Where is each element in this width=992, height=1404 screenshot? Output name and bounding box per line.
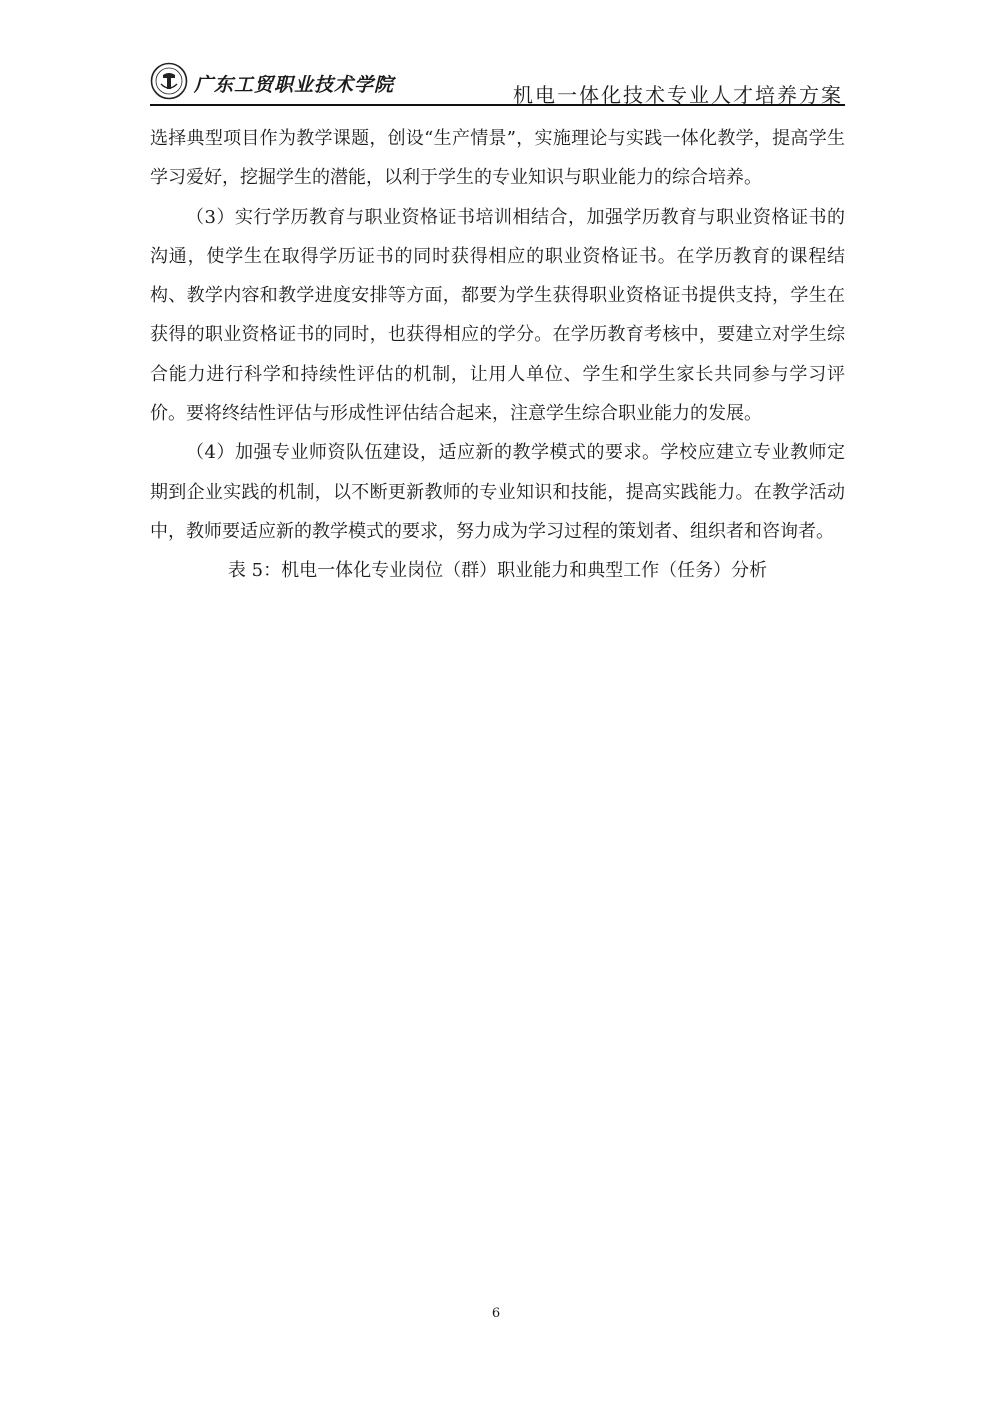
page-number: 6 bbox=[491, 1306, 501, 1321]
school-logo-icon bbox=[150, 62, 188, 100]
paragraph-continued: 选择典型项目作为教学课题，创设“生产情景”，实施理论与实践一体化教学，提高学生学习爱好，挖掘学生的潜能，以利于学生的专业知识与职业能力的综合培养。 bbox=[150, 128, 845, 189]
header-divider bbox=[150, 104, 845, 106]
page-header bbox=[150, 62, 845, 106]
document-body bbox=[150, 119, 845, 591]
paragraph-item-4: （4）加强专业师资队伍建设，适应新的教学模式的要求。学校应建立专业教师定期到企业实践的机制，以不断更新教师的专业知识和技能，提高实践能力。在教学活动中，教师要适应新的教学模式的要求，努力成为学习过程的策划者、组织者和咨询者。 bbox=[150, 442, 845, 542]
school-name: 广东工贸职业技术学院 bbox=[194, 74, 395, 96]
document-title: 机电一体化技术专业人才培养方案 bbox=[513, 83, 843, 107]
paragraph-item-3: （3）实行学历教育与职业资格证书培训相结合，加强学历教育与职业资格证书的沟通，使学生在取得学历证书的同时获得相应的职业资格证书。在学历教育的课程结构、教学内容和教学进度安排等方面，都要为学生获得职业资格证书提供支持，学生在获得的职业资格证书的同时，也获得相应的学分。在学历教育考核中，要建立对学生综合能力进行科学和持续性评估的机制，让用人单位、学生和学生家长共同参与学习评价。要将终结性评估与形成性评估结合起来，注意学生综合职业能力的发展。 bbox=[150, 206, 845, 425]
table-caption: 表 5：机电一体化专业岗位（群）职业能力和典型工作（任务）分析 bbox=[227, 560, 768, 582]
